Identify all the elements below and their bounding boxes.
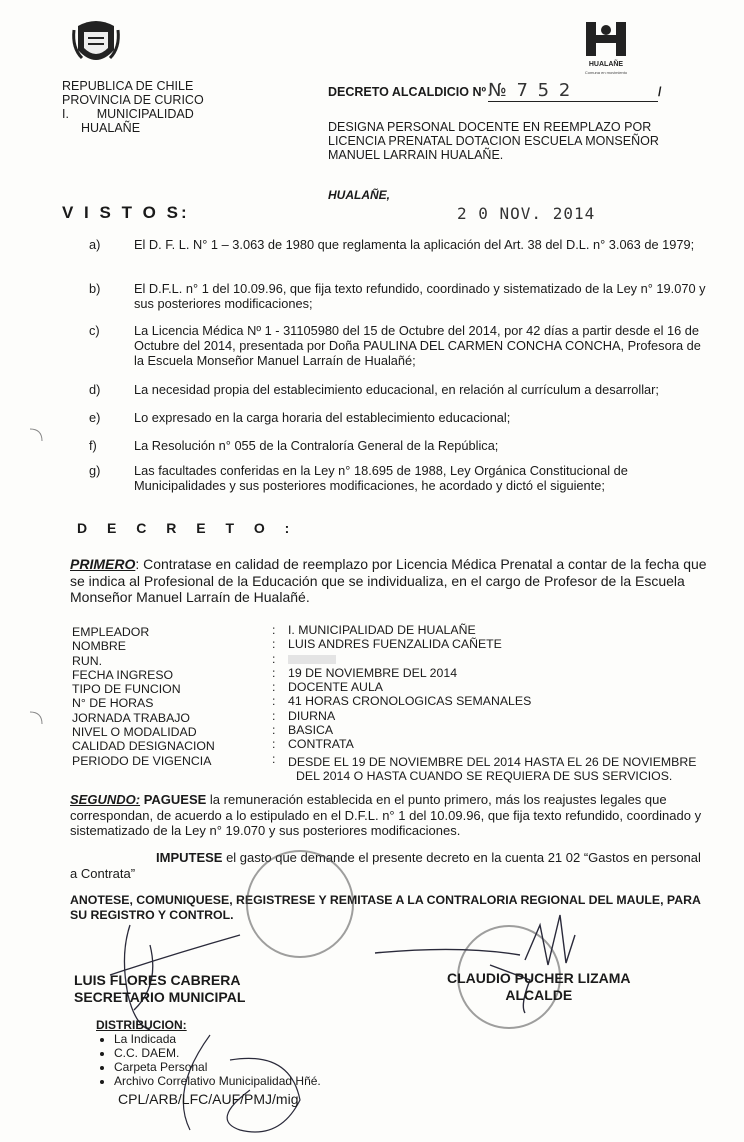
item-letter: g)	[89, 463, 101, 478]
row-value: 19 DE NOVIEMBRE DEL 2014	[288, 665, 458, 680]
row-label: NIVEL O MODALIDAD	[72, 725, 197, 740]
issuer-line: I. MUNICIPALIDAD	[62, 107, 194, 121]
decree-label: DECRETO ALCALDICIO Nº	[328, 85, 487, 99]
vistos-heading: V I S T O S:	[62, 203, 190, 222]
svg-text:Comuna en movimiento: Comuna en movimiento	[584, 70, 628, 75]
row-label: RUN.	[72, 653, 103, 668]
decree-place: HUALAÑE,	[328, 188, 390, 202]
vistos-item	[89, 281, 709, 311]
employee-table-values	[288, 623, 696, 783]
imputese-text: el gasto que demande el presente decreto en la cuenta 21 02 “Gastos en personal a Contrata”	[70, 850, 701, 881]
item-letter: f)	[89, 438, 97, 453]
row-value: I. MUNICIPALIDAD DE HUALAÑE	[288, 623, 476, 637]
vistos-item	[89, 463, 709, 493]
distribution-item: • Carpeta Personal	[114, 1060, 321, 1074]
segundo-label: SEGUNDO:	[70, 792, 141, 807]
decree-subject: DESIGNA PERSONAL DOCENTE EN REEMPLAZO POR LICENCIA PRENATAL DOTACION ESCUELA MONSEÑOR MANUEL LARRAIN HUALAÑE.	[328, 120, 659, 162]
item-text: El D.F.L. n° 1 del 10.09.96, que fija texto refundido, coordinado y sistematizado de la Ley n° 19.070 y sus posteriores modificaciones;	[134, 281, 706, 311]
reference-initials: CPL/ARB/LFC/AUF/PMJ/mig	[118, 1091, 299, 1107]
decreto-heading: D E C R E T O :	[77, 520, 298, 536]
row-value: LUIS ANDRES FUENZALIDA CAÑETE	[288, 637, 502, 652]
row-value: 41 HORAS CRONOLOGICAS SEMANALES	[288, 694, 532, 709]
alcalde-title: ALCALDE	[505, 987, 573, 1003]
svg-text:HUALAÑE: HUALAÑE	[588, 61, 624, 68]
scan-margin-mark	[26, 425, 46, 445]
primero-label: PRIMERO	[70, 556, 136, 572]
row-value: BASICA	[288, 723, 334, 738]
decree-date-stamp: 2 0 NOV. 2014	[457, 204, 596, 223]
issuer-line: HUALAÑE	[81, 121, 141, 135]
item-letter: c)	[89, 323, 100, 338]
segundo-paragraph	[70, 792, 710, 839]
distribution-list	[96, 1018, 321, 1088]
item-text: La Licencia Médica Nº 1 - 31105980 del 15 de Octubre del 2014, por 42 días a partir desde el 16 de Octubre del 2014, presentada por Doña PAULINA DEL CARMEN CONCHA CONCHA, Profesora de la Escuela Monseñor Manuel Larraín de Hualañé;	[134, 323, 701, 368]
vistos-item	[89, 438, 709, 453]
imputese-bold: IMPUTESE	[156, 850, 223, 865]
primero-paragraph	[70, 556, 710, 606]
distribution-item: • C.C. DAEM.	[114, 1046, 321, 1060]
row-value: CONTRATA	[288, 737, 354, 752]
row-value-redacted	[288, 652, 696, 666]
issuer-header	[62, 79, 204, 135]
row-value: DOCENTE AULA	[288, 680, 383, 695]
row-label: N° DE HORAS	[72, 696, 154, 711]
alcalde-name: CLAUDIO PUCHER LIZAMA	[447, 970, 631, 986]
item-text: Lo expresado en la carga horaria del establecimiento educacional;	[134, 410, 511, 425]
distribution-item: • La Indicada	[114, 1032, 321, 1046]
item-letter: d)	[89, 382, 101, 397]
item-text: Las facultades conferidas en la Ley n° 18.695 de 1988, Ley Orgánica Constitucional de Municipalidades y sus posteriores modificaciones, he acordado y dictó el siguiente;	[134, 463, 628, 493]
issuer-line: PROVINCIA DE CURICO	[62, 93, 204, 107]
secretario-title: SECRETARIO MUNICIPAL	[74, 989, 246, 1005]
vistos-item	[89, 410, 709, 425]
row-label: TIPO DE FUNCION	[72, 682, 181, 697]
item-text: El D. F. L. N° 1 – 3.063 de 1980 que reglamenta la aplicación del Art. 38 del D.L. n° 3.063 de 1979;	[134, 237, 695, 252]
row-label: EMPLEADOR	[72, 625, 150, 639]
item-letter: a)	[89, 237, 101, 252]
decree-number: № 7 5 2	[488, 80, 658, 102]
vistos-item	[89, 382, 709, 397]
issuer-line: REPUBLICA DE CHILE	[62, 79, 194, 93]
segundo-bold: PAGUESE	[143, 792, 207, 807]
secretario-signature-block	[74, 972, 245, 1006]
alcalde-signature-block	[447, 970, 631, 1004]
secretario-name: LUIS FLORES CABRERA	[74, 972, 241, 988]
employee-table-labels	[72, 625, 215, 768]
anotese-paragraph: ANOTESE, COMUNIQUESE, REGISTRESE Y REMITASE A LA CONTRALORIA REGIONAL DEL MAULE, PARA SU REGISTRO Y CONTROL.	[70, 893, 701, 922]
distribution-heading: DISTRIBUCION:	[96, 1018, 187, 1032]
row-value: DESDE EL 19 DE NOVIEMBRE DEL 2014 HASTA EL 26 DE NOVIEMBRE	[288, 754, 697, 769]
distribution-item: • Archivo Correlativo Municipalidad Hñé.	[114, 1074, 321, 1088]
item-text: La necesidad propia del establecimiento educacional, en relación al currículum a desarrollar;	[134, 382, 659, 397]
row-label: PERIODO DE VIGENCIA	[72, 753, 212, 768]
primero-text: : Contratase en calidad de reemplazo por Licencia Médica Prenatal a contar de la fecha que se indica al Profesional de la Educación que se individualiza, en el cargo de Profesor de la Escuela Monseñor Manuel Larraín de Hualañé.	[70, 556, 707, 605]
row-value: DIURNA	[288, 708, 336, 723]
row-label: JORNADA TRABAJO	[72, 710, 190, 725]
hualane-logo-icon	[580, 18, 632, 78]
row-label: CALIDAD DESIGNACION	[72, 739, 215, 754]
vistos-item	[89, 237, 709, 252]
item-letter: e)	[89, 410, 101, 425]
vistos-item	[89, 323, 709, 368]
imputese-paragraph	[70, 850, 710, 881]
item-letter: b)	[89, 281, 101, 296]
decree-number-line	[328, 80, 662, 102]
employee-table-colons: : : : : : : : : : :	[272, 623, 276, 766]
row-value-continuation: DEL 2014 O HASTA CUANDO SE REQUIERA DE SUS SERVICIOS.	[296, 768, 673, 783]
row-label: NOMBRE	[72, 639, 126, 654]
row-label: FECHA INGRESO	[72, 667, 174, 682]
decree-slash: /	[658, 85, 662, 99]
municipal-shield-icon	[70, 18, 122, 70]
segundo-text: la remuneración establecida en el punto primero, más los reajustes legales que correspondan, de acuerdo a lo estipulado en el D.F.L. n° 1 del 10.09.96, que fija texto refundido, coordinado y sistematizado de la Ley n° 19.070 y sus posteriores modificaciones.	[70, 792, 702, 838]
item-text: La Resolución n° 055 de la Contraloría General de la República;	[134, 438, 499, 453]
scan-margin-mark	[26, 708, 46, 728]
